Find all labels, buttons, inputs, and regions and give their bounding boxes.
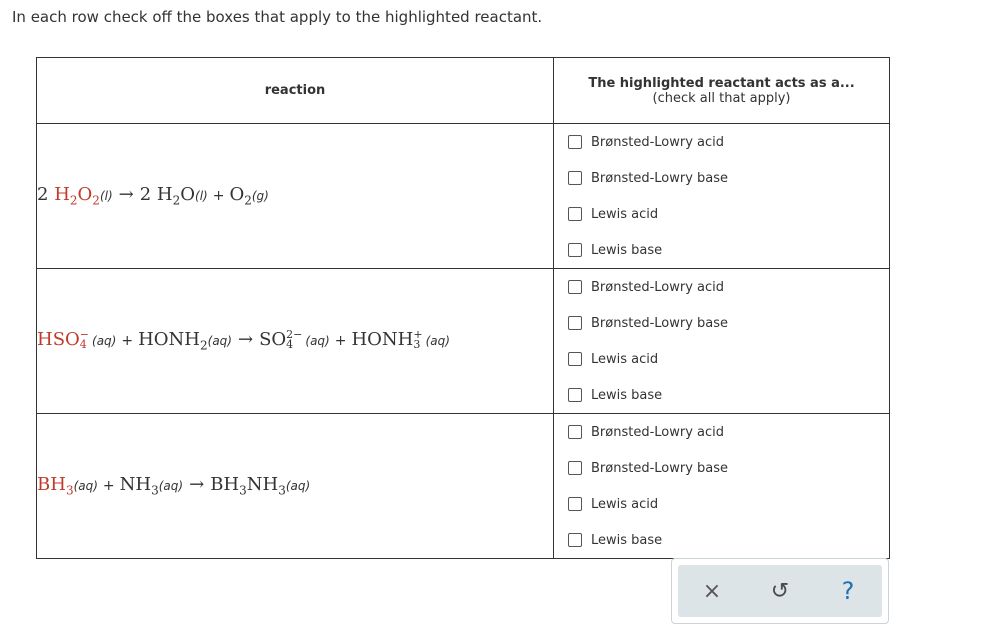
option-label: Lewis acid (591, 206, 659, 222)
checkbox[interactable] (568, 461, 582, 475)
checkbox[interactable] (568, 388, 582, 402)
option-label: Lewis acid (591, 351, 659, 367)
option-label: Brønsted-Lowry acid (591, 134, 725, 150)
option-bronsted-lowry-acid[interactable] (554, 414, 889, 450)
checkbox[interactable] (568, 171, 582, 185)
clear-button[interactable] (692, 571, 732, 611)
help-icon: ? (841, 577, 855, 605)
reaction-cell (37, 269, 554, 414)
acts-as-title: The highlighted reactant acts as a... (588, 75, 855, 91)
reaction-equation-2: HSO − 4 $(aq) + HONH_2(aq)$ → SO 2− 4 (aq) + HONH + 3 (aq) (37, 328, 450, 353)
option-lewis-acid[interactable] (554, 196, 889, 232)
options-cell (554, 269, 890, 414)
reaction-column-header: reaction (37, 58, 554, 124)
answer-toolbar (671, 558, 889, 624)
instruction-text: In each row check off the boxes that apply to the highlighted reactant. (12, 8, 543, 26)
reaction-cell (37, 124, 554, 269)
options-cell (554, 414, 890, 559)
checkbox[interactable] (568, 207, 582, 221)
answer-toolbar-inner (678, 565, 882, 617)
close-icon: × (702, 578, 722, 604)
reaction-equation-1: 2 $H_2O_2(l) \to 2$ $H_2O(l) + O_2(g)$ (37, 184, 269, 208)
option-label: Brønsted-Lowry acid (591, 279, 725, 295)
checkbox[interactable] (568, 243, 582, 257)
table-row (37, 269, 890, 414)
option-lewis-base[interactable] (554, 377, 889, 413)
table-row (37, 124, 890, 269)
option-label: Lewis base (591, 242, 663, 258)
checkbox[interactable] (568, 316, 582, 330)
option-lewis-base[interactable] (554, 232, 889, 268)
option-bronsted-lowry-acid[interactable] (554, 269, 889, 305)
checkbox[interactable] (568, 425, 582, 439)
option-bronsted-lowry-base[interactable] (554, 450, 889, 486)
undo-icon: ↺ (770, 578, 790, 604)
acts-as-column-header (554, 58, 890, 124)
checkbox[interactable] (568, 533, 582, 547)
checkbox[interactable] (568, 135, 582, 149)
reaction-table (36, 57, 890, 559)
option-label: Brønsted-Lowry base (591, 170, 729, 186)
option-bronsted-lowry-base[interactable] (554, 160, 889, 196)
option-bronsted-lowry-acid[interactable] (554, 124, 889, 160)
reaction-cell (37, 414, 554, 559)
option-lewis-acid[interactable] (554, 341, 889, 377)
checkbox[interactable] (568, 352, 582, 366)
help-button[interactable] (828, 571, 868, 611)
highlighted-reactant: HSO − 4 (37, 328, 90, 352)
option-bronsted-lowry-base[interactable] (554, 305, 889, 341)
highlighted-reactant: $BH_3$ (37, 474, 74, 498)
highlighted-reactant: $H_2O_2$ (54, 184, 100, 208)
option-lewis-acid[interactable] (554, 486, 889, 522)
table-row (37, 414, 890, 559)
option-label: Lewis base (591, 387, 663, 403)
option-label: Lewis base (591, 532, 663, 548)
option-lewis-base[interactable] (554, 522, 889, 558)
option-label: Brønsted-Lowry base (591, 460, 729, 476)
option-label: Lewis acid (591, 496, 659, 512)
reaction-equation-3: $BH_3(aq) + NH_3(aq) \to BH_3NH_3(aq)$ (37, 474, 311, 498)
checkbox[interactable] (568, 280, 582, 294)
undo-button[interactable] (760, 571, 800, 611)
option-label: Brønsted-Lowry base (591, 315, 729, 331)
acts-as-subtitle: (check all that apply) (652, 90, 791, 106)
table-header-row (37, 58, 890, 124)
options-cell (554, 124, 890, 269)
option-label: Brønsted-Lowry acid (591, 424, 725, 440)
checkbox[interactable] (568, 497, 582, 511)
